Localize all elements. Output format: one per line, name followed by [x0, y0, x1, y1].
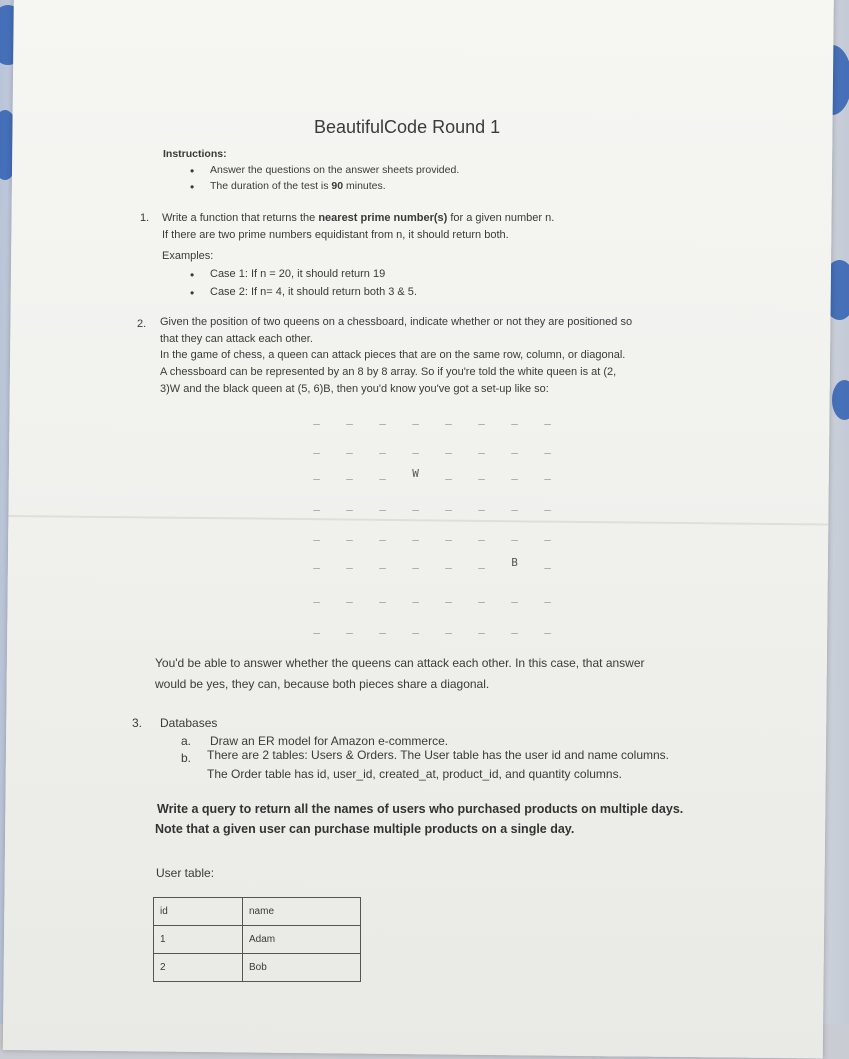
board-cell: _ [511, 412, 518, 425]
q1-bold-text: nearest prime number(s) [318, 212, 448, 224]
board-cell: _ [379, 498, 386, 511]
board-cell: _ [511, 621, 518, 634]
board-cell: _ [445, 590, 452, 603]
board-cell: _ [445, 528, 452, 541]
board-cell: _ [412, 412, 419, 425]
table-cell: 2 [154, 954, 243, 982]
board-cell: _ [379, 590, 386, 603]
paper-fold [8, 515, 828, 526]
board-cell: _ [346, 528, 353, 541]
q3-b-text: The Order table has id, user_id, created_at, product_id, and quantity columns. [207, 767, 622, 781]
board-cell: _ [544, 556, 551, 569]
q1-line [162, 212, 554, 224]
board-row [300, 590, 564, 603]
duration-value: 90 [331, 180, 344, 192]
board-cell: _ [379, 528, 386, 541]
examples-label: Examples: [162, 250, 214, 262]
board-cell: _ [544, 621, 551, 634]
q2-line: A chessboard can be represented by an 8 by 8 array. So if you're told the white queen is at (2, [160, 366, 617, 378]
board-cell: _ [478, 556, 485, 569]
board-cell: _ [313, 467, 320, 480]
board-cell: _ [544, 412, 551, 425]
board-cell: _ [544, 467, 551, 480]
board-cell: B [511, 556, 518, 569]
board-cell: _ [445, 441, 452, 454]
board-row [300, 621, 564, 634]
instruction-item: • Answer the questions on the answer sheets provided. [210, 164, 459, 176]
board-cell: _ [544, 441, 551, 454]
board-cell: _ [313, 441, 320, 454]
q3-b-label: b. [181, 751, 192, 765]
board-cell: _ [511, 590, 518, 603]
q3-a-label: a. [181, 734, 192, 748]
fabric-pattern [832, 380, 849, 420]
board-cell: _ [478, 412, 485, 425]
example-case: • Case 2: If n= 4, it should return both 3 & 5. [210, 286, 417, 298]
document-title: BeautifulCode Round 1 [314, 117, 501, 137]
instruction-item [210, 180, 386, 192]
q3-b-text: There are 2 tables: Users & Orders. The User table has the user id and name columns. [207, 748, 669, 762]
table-cell: 1 [154, 926, 243, 954]
board-cell: _ [313, 590, 320, 603]
board-cell: _ [412, 621, 419, 634]
board-cell: _ [313, 556, 320, 569]
question-number: 2. [137, 318, 147, 330]
board-cell: _ [478, 590, 485, 603]
board-cell: _ [478, 528, 485, 541]
q1-text: for a given number n. [447, 212, 555, 224]
board-cell: _ [346, 498, 353, 511]
board-cell: W [412, 467, 419, 480]
user-table [153, 897, 361, 982]
example-case: • Case 1: If n = 20, it should return 19 [210, 268, 385, 280]
board-cell: _ [544, 498, 551, 511]
board-cell: _ [346, 467, 353, 480]
board-cell: _ [511, 467, 518, 480]
board-row [300, 498, 564, 511]
board-cell: _ [346, 556, 353, 569]
board-cell: _ [445, 621, 452, 634]
instructions-heading: Instructions: [163, 148, 227, 160]
q2-answer-line: You'd be able to answer whether the queens can attack each other. In this case, that answer [155, 656, 645, 670]
board-cell: _ [379, 412, 386, 425]
q1-text: Write a function that returns the [162, 212, 319, 224]
board-cell: _ [478, 498, 485, 511]
table-cell: Adam [243, 926, 361, 954]
q2-line: 3)W and the black queen at (5, 6)B, then you'd know you've got a set-up like so: [160, 383, 549, 395]
q2-line: Given the position of two queens on a chessboard, indicate whether or not they are positioned so [160, 316, 633, 328]
board-cell: _ [379, 441, 386, 454]
board-cell: _ [379, 621, 386, 634]
q3-heading: Databases [160, 716, 218, 730]
board-cell: _ [445, 467, 452, 480]
board-cell: _ [346, 441, 353, 454]
question-number: 3. [132, 716, 143, 730]
q1-line: If there are two prime numbers equidistant from n, it should return both. [162, 229, 509, 241]
instruction-text: The duration of the test is [210, 180, 332, 192]
board-row [300, 467, 564, 480]
board-cell: _ [478, 467, 485, 480]
board-cell: _ [346, 621, 353, 634]
board-cell: _ [379, 556, 386, 569]
query-instruction: Write a query to return all the names of users who purchased products on multiple days. [157, 802, 684, 816]
board-cell: _ [511, 498, 518, 511]
board-cell: _ [412, 528, 419, 541]
q2-answer-line: would be yes, they can, because both pieces share a diagonal. [155, 677, 490, 691]
board-cell: _ [313, 621, 320, 634]
q2-line: that they can attack each other. [160, 333, 313, 345]
board-row [300, 412, 564, 425]
table-row [154, 954, 361, 982]
board-cell: _ [511, 528, 518, 541]
table-label: User table: [156, 866, 215, 880]
board-row [300, 441, 564, 454]
board-cell: _ [313, 498, 320, 511]
board-cell: _ [313, 412, 320, 425]
board-cell: _ [544, 590, 551, 603]
board-cell: _ [445, 498, 452, 511]
board-row [300, 556, 564, 569]
question-number: 1. [140, 212, 150, 224]
instruction-text: minutes. [343, 180, 386, 192]
table-cell: Bob [243, 954, 361, 982]
board-cell: _ [478, 441, 485, 454]
board-cell: _ [412, 441, 419, 454]
board-cell: _ [412, 590, 419, 603]
table-header-row [154, 898, 361, 926]
board-cell: _ [346, 590, 353, 603]
table-header-name: name [243, 898, 361, 926]
board-cell: _ [445, 556, 452, 569]
q3-a-text: Draw an ER model for Amazon e-commerce. [210, 734, 449, 748]
board-cell: _ [412, 498, 419, 511]
query-instruction: Note that a given user can purchase multiple products on a single day. [155, 822, 575, 836]
board-cell: _ [412, 556, 419, 569]
board-cell: _ [313, 528, 320, 541]
board-cell: _ [445, 412, 452, 425]
board-row [300, 528, 564, 541]
table-header-id: id [154, 898, 243, 926]
board-cell: _ [544, 528, 551, 541]
board-cell: _ [379, 467, 386, 480]
board-cell: _ [511, 441, 518, 454]
board-cell: _ [346, 412, 353, 425]
board-cell: _ [478, 621, 485, 634]
table-row [154, 926, 361, 954]
q2-line: In the game of chess, a queen can attack pieces that are on the same row, column, or diagonal. [160, 349, 626, 361]
